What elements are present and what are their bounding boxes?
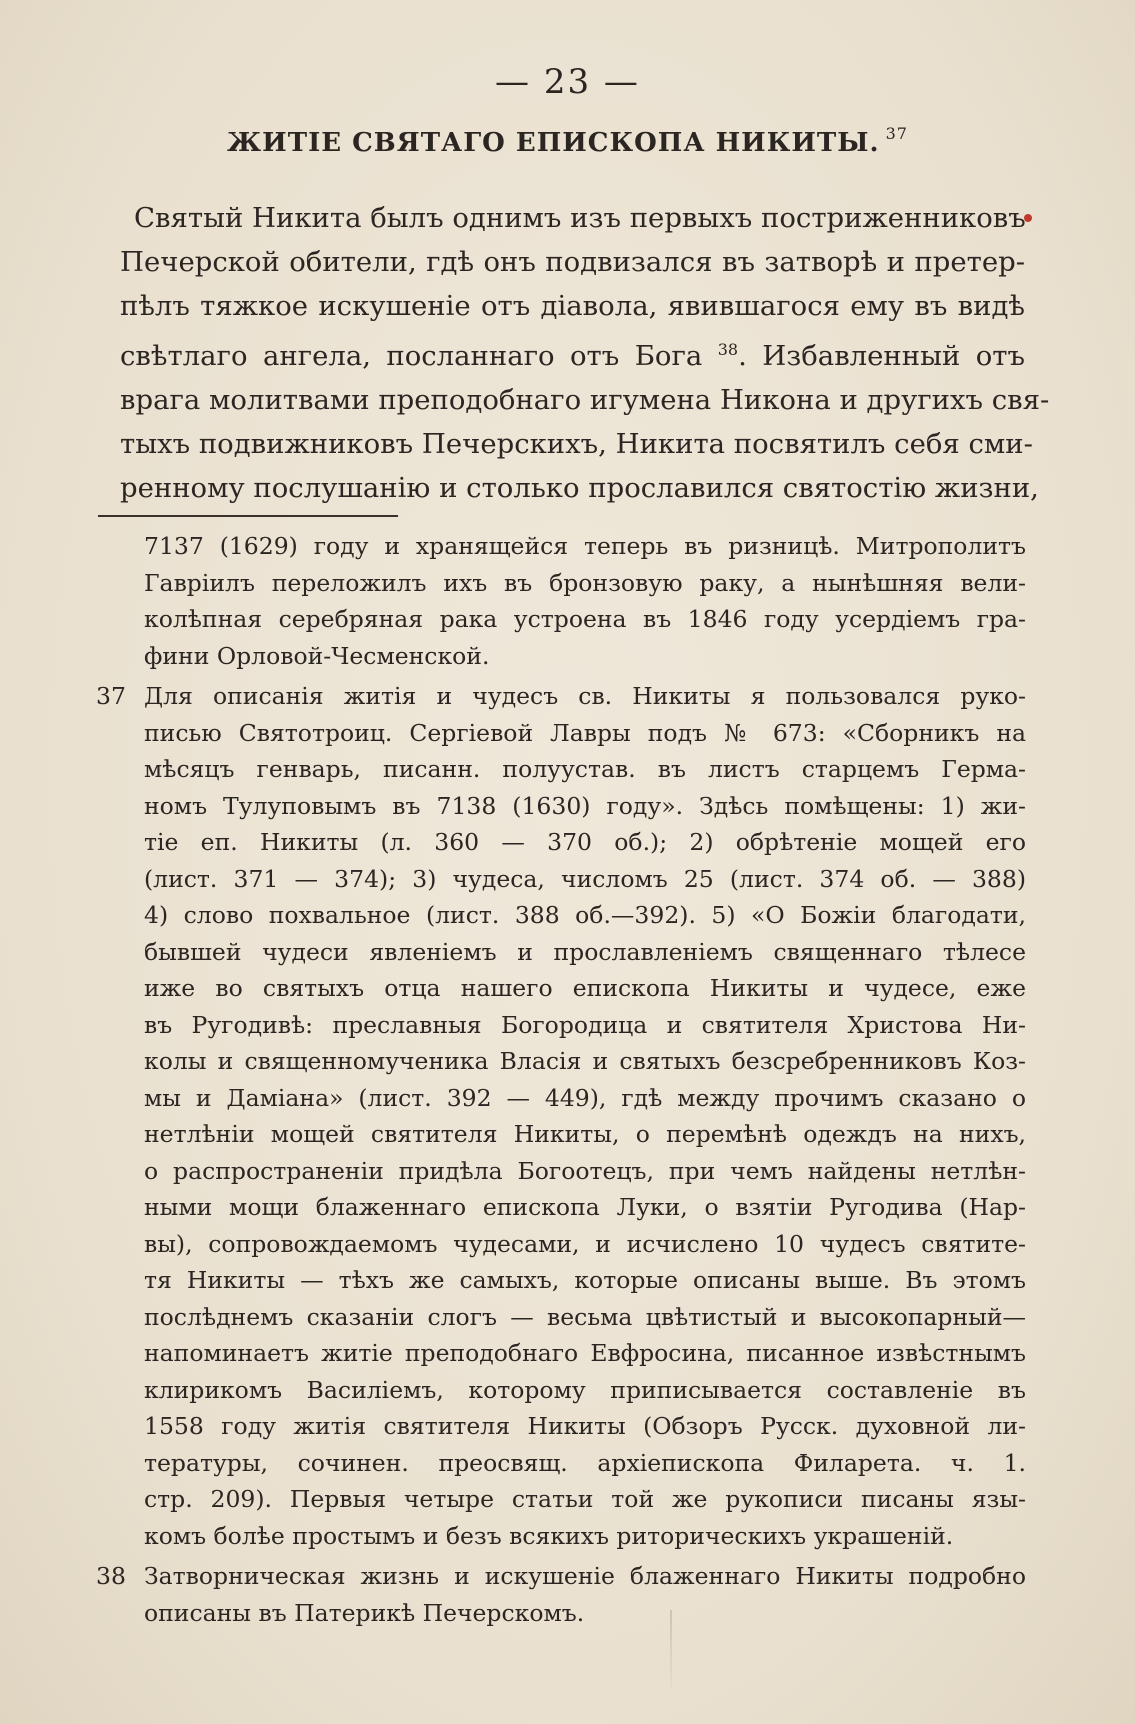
footnote-line: о распространеніи придѣла Богоотецъ, при чемъ найдены нетлѣн- bbox=[144, 1156, 1026, 1185]
footnote-line: ными мощи блаженнаго епископа Луки, о взятіи Ругодива (Нар- bbox=[144, 1193, 1026, 1221]
text-run: ренному послушанію и столько прославился святостію жизни, bbox=[120, 472, 1039, 505]
footnote-line: 1558 году житія святителя Никиты (Обзоръ Русск. духовной ли- bbox=[144, 1412, 1026, 1440]
footnote-line: тературы, сочинен. преосвящ. архіепископа Филарета. ч. 1. bbox=[144, 1448, 1026, 1477]
footnote-line: нетлѣніи мощей святителя Никиты, о перемѣнѣ одеждъ на нихъ, bbox=[144, 1120, 1026, 1148]
footnote-number: 38 bbox=[96, 1562, 126, 1590]
footnote-line: Гавріилъ переложилъ ихъ въ бронзовую раку, а нынѣшняя вели- bbox=[144, 568, 1026, 597]
footnote-38 bbox=[96, 1558, 1026, 1631]
main-text-line bbox=[120, 422, 1033, 466]
footnote-line: мѣсяцъ генварь, писанн. полуустав. въ листъ старцемъ Герма- bbox=[144, 755, 1026, 783]
footnote-line: бывшей чудеси явленіемъ и прославленіемъ священнаго тѣлесе bbox=[144, 937, 1026, 966]
footnote-line: тя Никиты — тѣхъ же самыхъ, которые описаны выше. Въ этомъ bbox=[144, 1266, 1026, 1294]
text-run: врага молитвами преподобнаго игумена Никона и другихъ свя- bbox=[120, 384, 1050, 417]
text-run: . Избавленный отъ bbox=[738, 340, 1025, 373]
chapter-title-text: ЖИТІЕ СВЯТАГО ЕПИСКОПА НИКИТЫ. bbox=[227, 128, 880, 158]
footnote-line: (лист. 371 — 374); 3) чудеса, числомъ 25 (лист. 374 об. — 388) bbox=[144, 864, 1026, 893]
main-text-line bbox=[120, 240, 1025, 284]
page-number: — 23 — bbox=[495, 62, 640, 102]
footnote-line: колѣпная серебряная рака устроена въ 1846 году усердіемъ гра- bbox=[144, 605, 1026, 633]
footnote-line: клирикомъ Василіемъ, которому приписывается составленіе въ bbox=[144, 1375, 1026, 1404]
footnote-line: номъ Тулуповымъ въ 7138 (1630) году». Здѣсь помѣщены: 1) жи- bbox=[144, 791, 1026, 820]
main-text-line bbox=[120, 466, 1039, 510]
footnote-line: напоминаетъ житіе преподобнаго Евфросина, писанное извѣстнымъ bbox=[144, 1339, 1026, 1367]
footnote-line: стр. 209). Первыя четыре статьи той же рукописи писаны язы- bbox=[144, 1485, 1026, 1513]
footnote-cont bbox=[96, 528, 1026, 674]
footnote-rule bbox=[98, 515, 398, 517]
main-text-line bbox=[120, 284, 1025, 328]
chapter-title bbox=[0, 124, 1135, 158]
footnote-line: комъ болѣе простымъ и безъ всякихъ риторическихъ украшеній. bbox=[144, 1521, 954, 1550]
main-text-line bbox=[120, 378, 1050, 422]
footnote-line: въ Ругодивѣ: преславныя Богородица и святителя Христова Ни- bbox=[144, 1010, 1026, 1039]
text-run: Святый Никита былъ однимъ изъ первыхъ постриженниковъ bbox=[134, 202, 1026, 234]
text-run: Печерской обители, гдѣ онъ подвизался въ затворѣ и претер- bbox=[120, 246, 1025, 278]
footnote-line: послѣднемъ сказаніи слогъ — весьма цвѣтистый и высокопарный— bbox=[144, 1302, 1026, 1331]
text-run: пѣлъ тяжкое искушеніе отъ діавола, явившагося ему въ видѣ bbox=[120, 290, 1025, 322]
text-run: тыхъ подвижниковъ Печерскихъ, Никита посвятилъ себя сми- bbox=[120, 428, 1033, 461]
footnote-number: 37 bbox=[96, 682, 126, 710]
footnote-line: тіе еп. Никиты (л. 360 — 370 об.); 2) обрѣтеніе мощей его bbox=[144, 828, 1026, 856]
footnote-line: фини Орловой-Чесменской. bbox=[144, 641, 490, 670]
footnote-line: Для описанія житія и чудесъ св. Никиты я пользовался руко- bbox=[144, 682, 1026, 710]
footnote-line: писью Святотроиц. Сергіевой Лавры подъ № 673: «Сборникъ на bbox=[144, 718, 1026, 747]
footnote-line: описаны въ Патерикѣ Печерскомъ. bbox=[144, 1598, 585, 1627]
footnote-ref: 38 bbox=[717, 340, 739, 359]
footnote-line: мы и Даміана» (лист. 392 — 449), гдѣ между прочимъ сказано о bbox=[144, 1083, 1026, 1112]
footnote-line: Затворническая жизнь и искушеніе блаженнаго Никиты подробно bbox=[144, 1562, 1026, 1590]
main-text-line bbox=[120, 328, 1025, 378]
page-crease bbox=[670, 1610, 672, 1690]
footnote-line: 7137 (1629) году и хранящейся теперь въ ризницѣ. Митрополитъ bbox=[144, 532, 1026, 560]
text-run: свѣтлаго ангела, посланнаго отъ Бога bbox=[120, 340, 718, 373]
title-footnote-ref: 37 bbox=[885, 124, 908, 143]
footnotes bbox=[96, 528, 1026, 1631]
main-text-line bbox=[120, 196, 1025, 240]
footnote-line: 4) слово похвальное (лист. 388 об.—392). 5) «О Божіи благодати, bbox=[144, 901, 1026, 929]
footnote-line: иже во святыхъ отца нашего епископа Никиты и чудесе, еже bbox=[144, 974, 1026, 1002]
footnote-line: колы и священномученика Власія и святыхъ безсребренниковъ Коз- bbox=[144, 1047, 1026, 1075]
main-text bbox=[120, 196, 1050, 510]
footnote-line: вы), сопровождаемомъ чудесами, и исчислено 10 чудесъ святите- bbox=[144, 1229, 1026, 1258]
footnote-37 bbox=[96, 678, 1026, 1554]
